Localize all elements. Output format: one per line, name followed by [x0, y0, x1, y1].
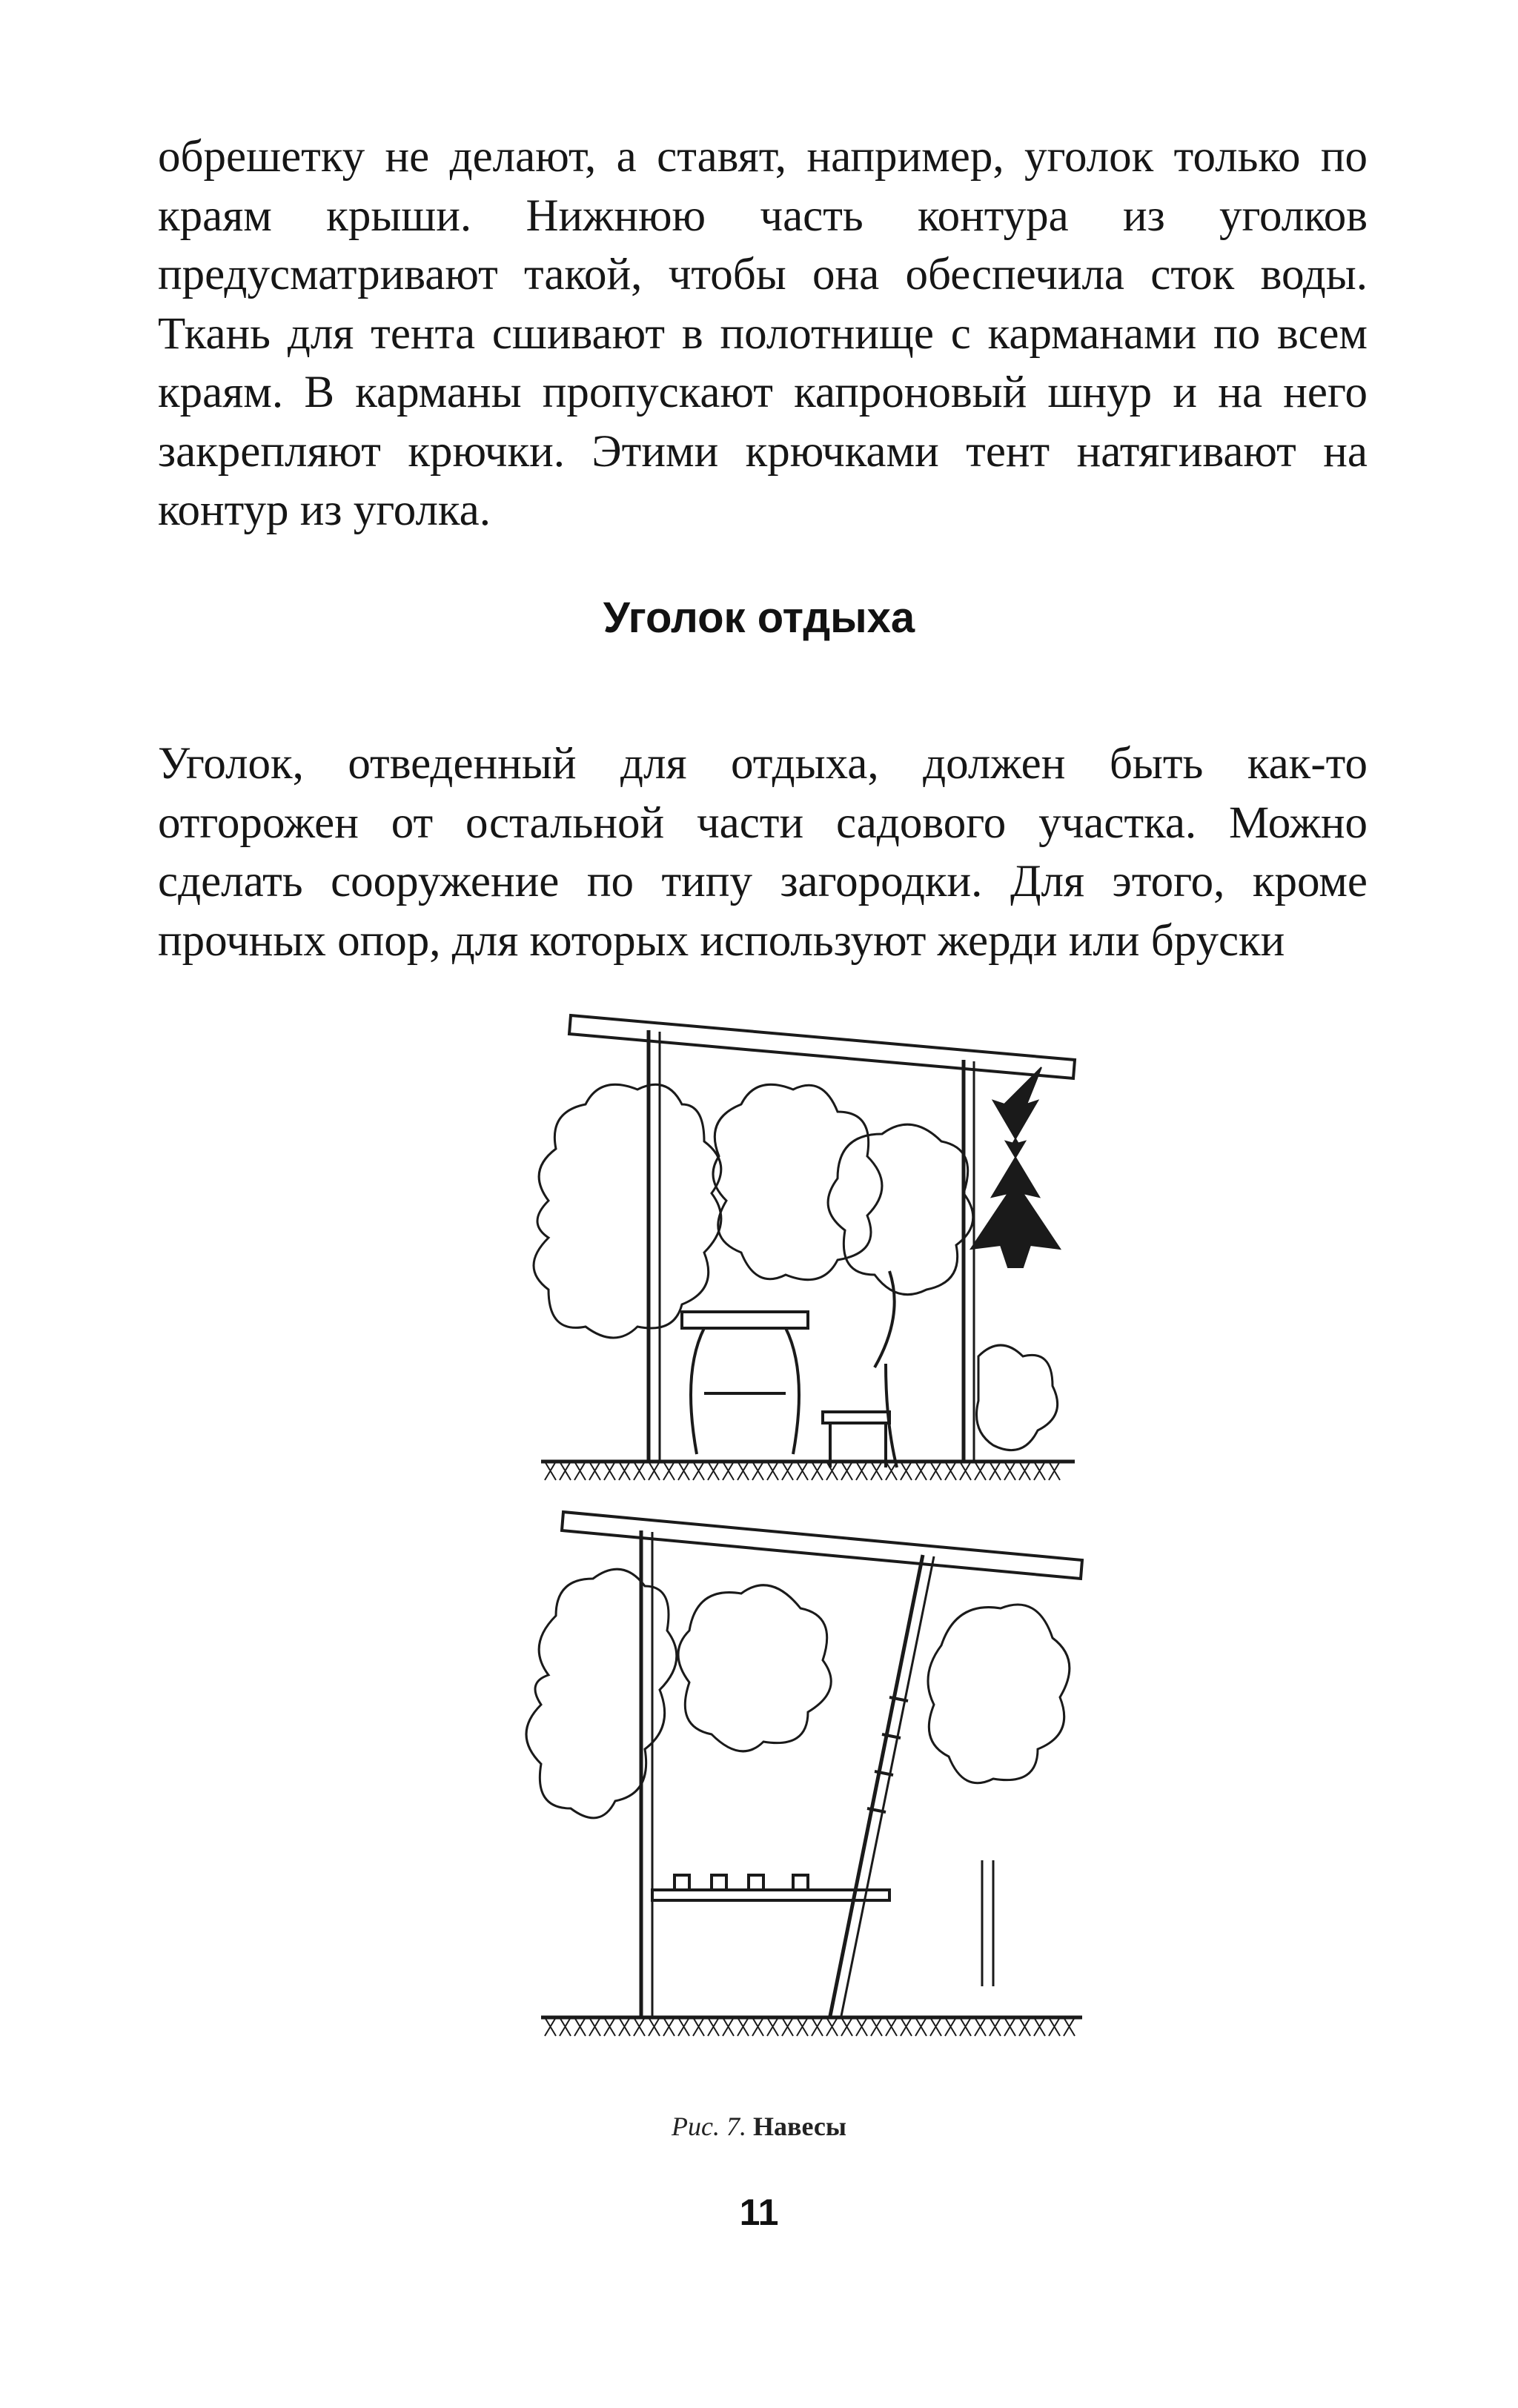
paragraph-intro: Уголок, отведенный для отдыха, должен быть как-то отгорожен от остальной части садового участка. Можно сделать сооружение по типу загородки. Для этого, кроме прочных опор, для которых используют жерди или бруски — [158, 739, 1368, 966]
figure-caption — [0, 2111, 1518, 2142]
top-right-bush — [828, 1124, 973, 1295]
top-ground-hatch — [545, 1462, 1060, 1480]
page-number: 11 — [739, 2192, 779, 2233]
top-middle-bush — [713, 1084, 882, 1279]
top-bench — [823, 1271, 897, 1467]
top-left-bush — [534, 1084, 721, 1338]
top-canopy-beam — [569, 1015, 1075, 1078]
text-block-top — [158, 127, 1368, 540]
canopy-illustration — [519, 1008, 1097, 2083]
canopy-top-scene — [534, 1015, 1075, 1480]
figure-label: Рис. 7. — [672, 2112, 746, 2141]
section-heading: Уголок отдыха — [603, 594, 915, 642]
bottom-right-tree — [928, 1605, 1070, 1783]
bottom-center-tree — [678, 1585, 831, 1751]
spruce-tree — [971, 1067, 1060, 1267]
figure-title: Навесы — [753, 2112, 846, 2141]
bottom-slanted-post — [830, 1555, 923, 2016]
text-block-section — [158, 689, 1368, 1015]
bottom-ground-hatch — [545, 2017, 1075, 2036]
paragraph-continued: обрешетку не делают, а ставят, например, уголок только по краям крыши. Нижнюю часть контура из уголков предусматривают такой, чтобы она обеспечила сток воды. Ткань для тента сшивают в полотнище с карманами по всем краям. В карманы пропускают капроновый шнур и на него закрепляют крючки. Этими крючками тент натягивают на контур из уголка. — [158, 132, 1368, 535]
top-right-shrub — [977, 1345, 1058, 1450]
bottom-slanted-post-inner — [841, 1556, 934, 2016]
bottom-left-tree — [526, 1569, 677, 1818]
top-table — [682, 1312, 808, 1454]
canopy-bottom-scene — [526, 1512, 1082, 2036]
